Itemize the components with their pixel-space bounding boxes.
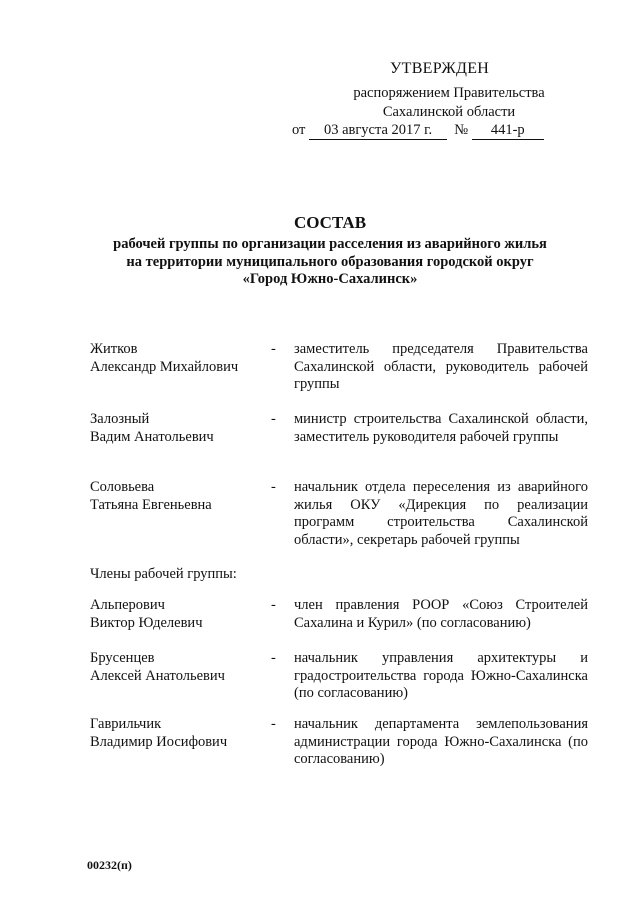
member-surname: Гаврильчик [90,716,162,732]
approval-line-2: Сахалинской области [382,104,516,120]
member-surname: Брусенцев [90,650,155,666]
subtitle-line-2: на территории муниципального образования городской округ [126,253,534,270]
date-prefix: от [292,122,306,138]
member-role: министр строительства Сахалинской области, заместитель руководителя рабочей группы [294,411,588,445]
document-subtitle [80,236,580,289]
member-given-names: Татьяна Евгеньевна [90,496,212,513]
member-name [90,650,280,685]
member-role: начальник управления архитектуры и градостроительства города Южно-Сахалинска (по согласованию) [294,650,588,701]
member-given-names: Вадим Анатольевич [90,428,214,445]
member-surname: Залозный [90,411,150,427]
member-surname: Альперович [90,597,165,613]
member-dash: - [271,411,276,427]
member-dash: - [271,650,276,666]
member-given-names: Виктор Юделевич [90,614,203,631]
member-role: начальник департамента землепользования администрации города Южно-Сахалинска (по согласованию) [294,716,588,767]
member-dash: - [271,479,276,495]
members-section-label: Члены рабочей группы: [90,566,237,582]
member-role: начальник отдела переселения из аварийного жилья ОКУ «Дирекция по реализации программ строительства Сахалинской области», секретарь рабочей группы [294,479,588,548]
date-value: 03 августа 2017 г. [309,122,447,140]
member-name [90,479,280,514]
member-given-names: Александр Михайлович [90,358,239,375]
member-role: заместитель председателя Правительства Сахалинской области, руководитель рабочей группы [294,341,588,392]
member-dash: - [271,716,276,732]
number-prefix: № [454,122,469,138]
member-dash: - [271,597,276,613]
member-given-names: Алексей Анатольевич [90,667,225,684]
member-given-names: Владимир Иосифович [90,733,228,750]
document-code: 00232(п) [87,858,132,872]
document-title: СОСТАВ [293,213,367,232]
member-dash: - [271,341,276,357]
member-name [90,716,280,751]
member-role: член правления РООР «Союз Строителей Сахалина и Курил» (по согласованию) [294,597,588,631]
member-surname: Житков [90,341,138,357]
member-name [90,341,280,376]
approval-date-row [292,122,544,140]
member-surname: Соловьева [90,479,155,495]
member-name [90,411,280,446]
number-value: 441-р [472,122,544,140]
approval-line-1: распоряжением Правительства [353,85,545,101]
approval-title: УТВЕРЖДЕН [390,60,490,77]
subtitle-line-1: рабочей группы по организации расселения из аварийного жилья [113,236,547,252]
subtitle-line-3: «Город Южно-Сахалинск» [242,271,418,287]
member-name [90,597,280,632]
